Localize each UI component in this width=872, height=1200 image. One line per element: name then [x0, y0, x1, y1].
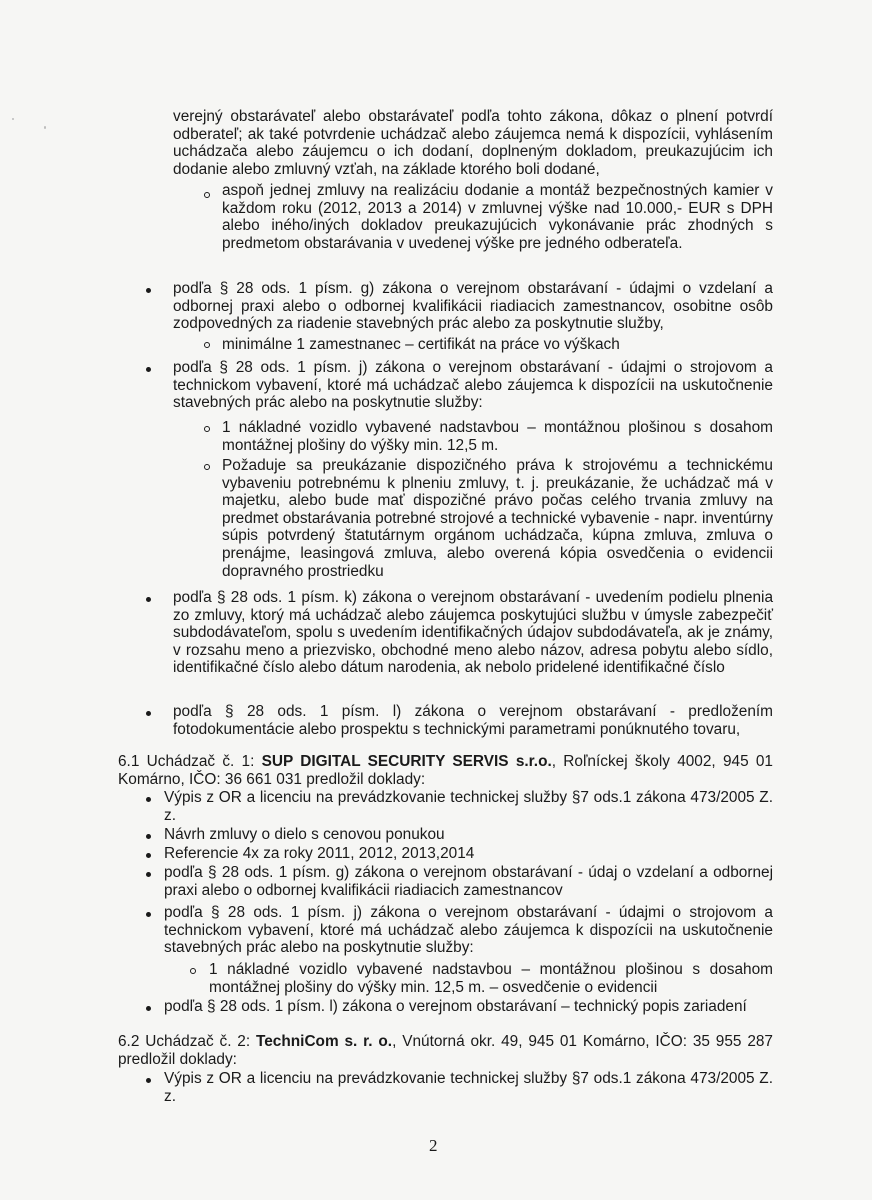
section-6-2-suffix: , Vnútorná okr. 49, 945 01 Komárno, IČO: 35 955 287 predložil doklady:: [118, 1033, 773, 1068]
page-number: 2: [429, 1136, 438, 1155]
bullet-item-g: podľa § 28 ods. 1 písm. g) zákona o verejnom obstarávaní - údajmi o vzdelaní a odbornej praxi alebo o odbornej kvalifikácii riadiacich zamestnancov, osobitne osôb zodpovedných za riadenie stavebných prác alebo za poskytnutie služby,: [173, 280, 773, 333]
s61-item-1: Výpis z OR a licenciu na prevádzkovanie technickej služby §7 ods.1 zákona 473/2005 Z. z.: [164, 789, 773, 824]
bullet-j-sub-item-1: 1 nákladné vozidlo vybavené nadstavbou – montážnou plošinou s dosahom montážnej plošiny do výšky min. 12,5 m.: [222, 419, 773, 454]
top-paragraph: verejný obstarávateľ alebo obstarávateľ podľa tohto zákona, dôkaz o plnení potvrdí odberateľ; ak také potvrdenie uchádzač alebo záujemca nemá k dispozícii, vyhlásením uchádzača alebo záujemcu o ich dodaní, doplneným dokladom, preukazujúcim ich dodanie alebo zmluvný vzťah, na základe ktorého boli dodané,: [173, 108, 773, 178]
bullet-dot: [146, 872, 151, 877]
bullet-dot: [146, 834, 151, 839]
bullet-item-j: podľa § 28 ods. 1 písm. j) zákona o verejnom obstarávaní - údajmi o strojovom a technickom vybavení, ktoré má uchádzač alebo záujemca k dispozícii na uskutočnenie stavebných prác alebo na poskytnutie služby:: [173, 359, 773, 412]
bullet-dot: [146, 912, 151, 917]
bullet-item-l: podľa § 28 ods. 1 písm. l) zákona o verejnom obstarávaní - predložením fotodokumentácie alebo prospektu s technickými parametrami ponúknutého tovaru,: [173, 703, 773, 738]
circle-bullet: [190, 968, 196, 974]
bullet-dot: [146, 367, 151, 372]
s61-item-3: Referencie 4x za roky 2011, 2012, 2013,2014: [164, 845, 475, 862]
section-6-2-company: TechniCom s. r. o.: [255, 1033, 393, 1050]
bullet-dot: [146, 597, 151, 602]
section-6-2-heading: [118, 1033, 773, 1068]
s61-item-5: podľa § 28 ods. 1 písm. j) zákona o verejnom obstarávaní - údajmi o strojovom a technickom vybavení, ktoré má uchádzač alebo záujemca k dispozícii na uskutočnenie stavebných prác alebo na poskytnutie služby:: [164, 904, 773, 957]
bullet-dot: [146, 853, 151, 858]
scan-speck: [44, 126, 46, 129]
bullet-dot: [146, 1006, 151, 1011]
s61-item-6: podľa § 28 ods. 1 písm. l) zákona o verejnom obstarávaní – technický popis zariadení: [164, 998, 747, 1015]
bullet-dot: [146, 288, 151, 293]
section-6-1-company: SUP DIGITAL SECURITY SERVIS s.r.o.: [261, 753, 552, 770]
bullet-g-sub-item: minimálne 1 zamestnanec – certifikát na práce vo výškach: [222, 336, 620, 353]
s61-sub-item: 1 nákladné vozidlo vybavené nadstavbou – montážnou plošinou s dosahom montážnej plošiny do výšky min. 12,5 m. – osvedčenie o evidencii: [209, 961, 773, 996]
s61-item-2: Návrh zmluvy o dielo s cenovou ponukou: [164, 826, 445, 843]
circle-bullet: [204, 342, 210, 348]
s61-item-4: podľa § 28 ods. 1 písm. g) zákona o verejnom obstarávaní - údaj o vzdelaní a odbornej praxi alebo o odbornej kvalifikácii riadiacich zamestnancov: [164, 864, 773, 899]
bullet-dot: [146, 1078, 151, 1083]
bullet-dot: [146, 711, 151, 716]
section-6-1-suffix: , Roľníckej školy 4002, 945 01 Komárno, IČO: 36 661 031 predložil doklady:: [118, 753, 773, 788]
s62-item-1: Výpis z OR a licenciu na prevádzkovanie technickej služby §7 ods.1 zákona 473/2005 Z. z.: [164, 1070, 773, 1105]
section-6-1-heading: [118, 753, 773, 788]
top-sub-item: aspoň jednej zmluvy na realizáciu dodanie a montáž bezpečnostných kamier v každom roku (2012, 2013 a 2014) v zmluvnej výške nad 10.000,- EUR s DPH alebo iného/iných dokladov preukazujúcich vykonávanie prác zhodných s predmetom obstarávania v uvedenej výške pre jedného odberateľa.: [222, 182, 773, 252]
bullet-dot: [146, 797, 151, 802]
circle-bullet: [204, 192, 210, 198]
section-6-1-prefix: 6.1 Uchádzač č. 1:: [118, 753, 262, 770]
bullet-item-k: podľa § 28 ods. 1 písm. k) zákona o verejnom obstarávaní - uvedením podielu plnenia zo zmluvy, ktorý má uchádzač alebo záujemca poskytujúci službu v úmysle zabezpečiť subdodávateľom, spolu s uvedením identifikačných údajov subdodávateľa, ak je známy, v rozsahu meno a priezvisko, obchodné meno alebo názov, adresa pobytu alebo sídlo, identifikačné číslo alebo dátum narodenia, ak nebolo pridelené identifikačné číslo: [173, 589, 773, 677]
section-6-2-prefix: 6.2 Uchádzač č. 2:: [118, 1033, 256, 1050]
circle-bullet: [204, 426, 210, 432]
circle-bullet: [204, 464, 210, 470]
bullet-j-sub-item-2: Požaduje sa preukázanie dispozičného práva k strojovému a technickému vybaveniu potrebnému k plneniu zmluvy, t. j. preukázanie, že uchádzač má v majetku, alebo bude mať dispozičné právo počas celého trvania zmluvy na predmet obstarávania potrebné strojové a technické vybavenie - napr. inventúrny súpis potvrdený štatutárnym orgánom uchádzača, kúpna zmluva, zmluva o prenájme, leasingová zmluva, alebo overená kópia osvedčenia o evidencii dopravného prostriedku: [222, 457, 773, 580]
scan-speck: [12, 118, 14, 120]
